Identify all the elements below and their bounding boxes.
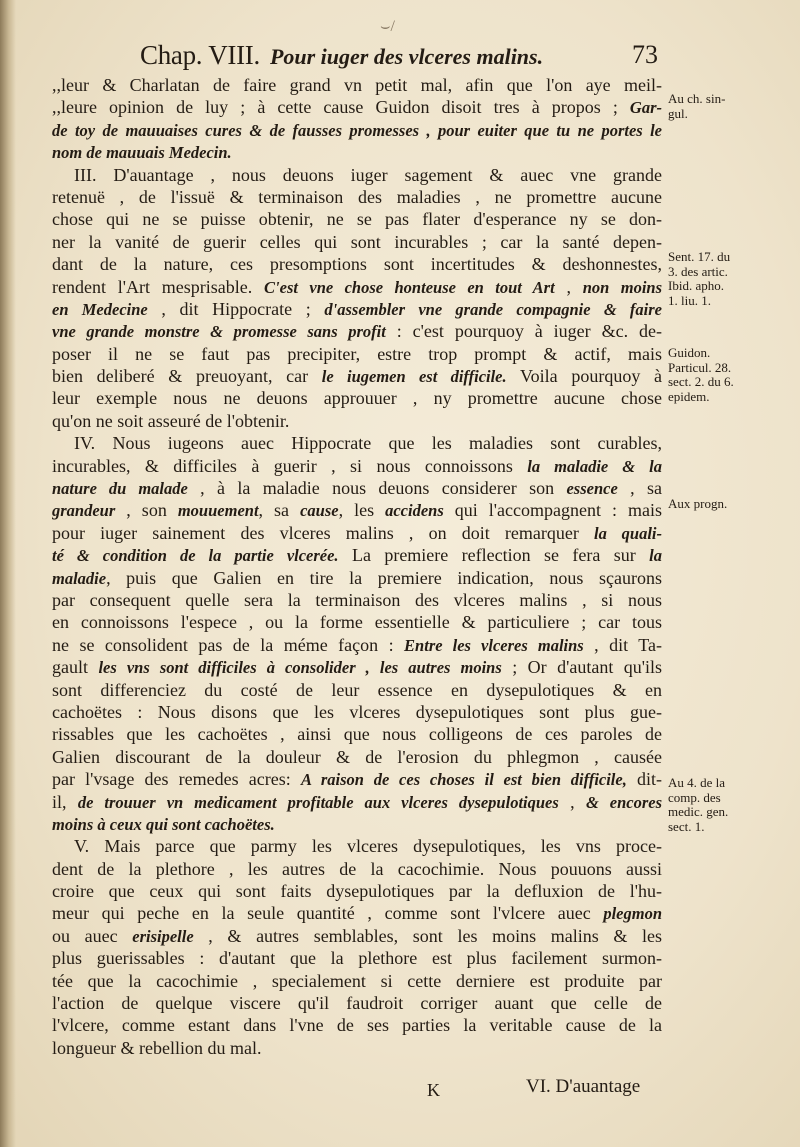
italic-text: C'est vne chose honteuse en tout Art (264, 277, 555, 297)
text-segment: , à la maladie nous deuons considerer son (187, 478, 567, 499)
text-line (52, 858, 662, 880)
text-segment: poser il ne se faut pas precipiter, estre trop prompt & actif, mais (52, 343, 662, 364)
text-segment: III. D'auantage , nous deuons iuger sagement & auec vne grande (74, 164, 662, 185)
text-segment: l'action de quelque viscere qu'il faudroit corriger auant que celle de (52, 993, 662, 1014)
text-segment: ner la vanité de guerir celles qui sont incurables ; car la santé depen- (52, 231, 662, 252)
italic-text: accidens (385, 501, 444, 521)
margin-note-line: Aux progn. (668, 496, 728, 511)
text-segment: , dit Hippocrate ; (147, 298, 325, 319)
text-line (52, 634, 662, 656)
text-line (52, 567, 662, 589)
text-line (52, 410, 662, 432)
italic-text: la maladie & la (527, 456, 662, 476)
text-line (52, 365, 662, 387)
margin-note-line: gul. (668, 105, 688, 121)
text-line (52, 276, 662, 298)
text-line (52, 813, 662, 835)
text-segment: qui l'accompagnent : mais (443, 500, 662, 521)
margin-note (668, 92, 768, 121)
text-line (52, 880, 662, 902)
text-segment: , puis que Galien en tire la premiere indication, nous sçaurons (106, 567, 662, 588)
italic-text: & encores (585, 792, 662, 812)
text-line (52, 320, 662, 342)
text-line (52, 186, 662, 208)
catchword: VI. D'auantage (526, 1076, 641, 1097)
text-segment: , dit Ta- (583, 634, 662, 655)
text-segment: rissables que les cachoëtes , ainsi que nous colligeons de ces paroles de (52, 724, 662, 745)
margin-note-line: 3. des artic. (668, 263, 728, 279)
text-segment: longueur & rebellion du mal. (52, 1037, 262, 1058)
text-segment: rendent l'Art mesprisable. (52, 276, 265, 297)
text-segment: sont differenciez du costé de leur essence en dysepulotiques & en (52, 679, 662, 700)
text-line (52, 544, 662, 566)
text-segment: cachoëtes : Nous disons que les vlceres dysepulotiques sont plus gue- (52, 701, 662, 722)
text-segment: en connoissons l'espece , ou la forme essentielle & particuliere ; car tous (52, 612, 662, 633)
text-line (52, 992, 662, 1014)
text-segment: leur exemple nous ne deuons approuuer , ny promettre aucune chose (52, 388, 662, 409)
text-segment: , & autres semblables, sont les moins malins & les (193, 925, 662, 946)
text-segment: par consequent quelle sera la terminaison des vlceres malins , si nous (52, 589, 662, 610)
text-line (52, 768, 662, 790)
italic-text: en Medecine (52, 299, 148, 319)
text-segment: tée que la cacochimie , specialement si cette derniere est produite par (52, 970, 662, 991)
text-line (52, 723, 662, 745)
margin-note-line: medic. gen. (668, 804, 729, 819)
italic-text: vne grande monstre & promesse sans profit (52, 322, 386, 342)
text-segment: plus guerissables : d'autant que la plethore est plus facilement surmon- (52, 948, 662, 969)
italic-text: de toy de mauuaises cures & de fausses promesses , pour euiter que tu ne portes le (52, 120, 662, 140)
text-segment: : c'est pourquoy à iuger &c. de- (385, 321, 662, 342)
text-line (52, 701, 662, 723)
text-line (52, 298, 662, 320)
italic-text: la quali- (594, 523, 662, 543)
text-segment: , sa (258, 500, 301, 521)
text-line (52, 432, 662, 454)
text-line (52, 1014, 662, 1036)
margin-note-line: sect. 1. (668, 818, 705, 834)
margin-note (668, 776, 768, 834)
text-segment: dent de la plethore , les autres de la cacochimie. Nous pouuons aussi (52, 858, 662, 879)
italic-text: de trouuer vn medicament profitable aux vlceres dysepulotiques (77, 792, 559, 812)
text-segment: retenuë , de l'issuë & terminaison des maladies , ne promettre aucune (52, 186, 662, 207)
text-line (52, 74, 662, 96)
italic-text: Gar- (629, 98, 662, 118)
text-line (52, 499, 662, 521)
margin-note-line: Ibid. apho. (668, 278, 724, 293)
margin-note-line: Au 4. de la (668, 775, 726, 790)
text-line (52, 970, 662, 992)
text-line (52, 791, 662, 813)
text-segment: l'vlcere, comme estant dans l'vne de ses parties la veritable cause de la (52, 1015, 662, 1036)
margin-note-line: Guidon. (668, 345, 711, 360)
text-line (52, 343, 662, 365)
italic-text: plegmon (603, 904, 662, 924)
text-line (52, 253, 662, 275)
text-segment: bien deliberé & preuoyant, car (52, 366, 322, 387)
margin-note (668, 250, 768, 308)
text-segment: IV. Nous iugeons auec Hippocrate que les maladies sont curables, (74, 433, 662, 454)
text-line (52, 164, 662, 186)
text-line (52, 679, 662, 701)
margin-note-line: Particul. 28. (668, 359, 732, 375)
text-segment: il, (52, 791, 78, 812)
text-segment: Voila pourquoy à (506, 366, 662, 387)
text-line (52, 119, 662, 141)
text-segment: dit- (626, 769, 662, 790)
text-segment: ou auec (52, 925, 133, 946)
text-line (52, 925, 662, 947)
text-segment: , son (115, 500, 178, 521)
italic-text: Entre les vlceres malins (404, 635, 584, 655)
text-line (52, 141, 662, 163)
italic-text: la (649, 546, 662, 566)
text-segment: meur qui peche en la seule quantité , comme sont l'vlcere auec (52, 903, 604, 924)
text-segment: pour iuger sainement des vlceres malins , on doit remarquer (52, 522, 595, 543)
text-segment: V. Mais parce que parmy les vlceres dysepulotiques, les vns proce- (74, 836, 662, 857)
italic-text: erisipelle (132, 926, 194, 946)
text-segment: Galien discourant de la douleur & de l'erosion du phlegmon , causée (52, 746, 662, 767)
text-line (52, 835, 662, 857)
margin-note-line: epidem. (668, 388, 710, 404)
binding-gutter (0, 0, 16, 1147)
text-segment: , sa (617, 478, 662, 499)
italic-text: mouuement (177, 501, 259, 521)
signature-mark: K (427, 1080, 440, 1100)
text-segment: , (558, 791, 586, 812)
italic-text: essence (566, 479, 618, 499)
text-line (52, 611, 662, 633)
text-segment: ,,leure opinion de luy ; à cette cause Guidon disoit tres à propos ; (52, 97, 630, 118)
text-line (52, 208, 662, 230)
text-line (52, 96, 662, 118)
text-line (52, 746, 662, 768)
text-segment: ; Or d'autant qu'ils (501, 657, 662, 678)
italic-text: non moins (582, 277, 662, 297)
running-title: Pour iuger des vlceres malins. (269, 44, 544, 69)
text-segment: croire que ceux qui sont faits dysepulotiques par la defluxion de l'hu- (52, 881, 662, 902)
text-line (52, 387, 662, 409)
text-segment: La premiere reflection se fera sur (338, 545, 650, 566)
text-segment: , (554, 276, 583, 297)
margin-note-line: Sent. 17. du (668, 249, 731, 264)
text-line (52, 455, 662, 477)
text-segment: incurables, & difficiles à guerir , si nous connoissons (52, 455, 528, 476)
text-segment: qu'on ne soit asseuré de l'obtenir. (52, 410, 290, 431)
text-line (52, 522, 662, 544)
italic-text: le iugemen est difficile. (321, 367, 507, 387)
text-segment: par l'vsage des remedes acres: (52, 769, 301, 790)
margin-note (668, 497, 768, 512)
text-line (52, 589, 662, 611)
page-number: 73 (632, 40, 658, 69)
margin-note (668, 346, 768, 404)
text-line (52, 231, 662, 253)
margin-note-line: 1. liu. 1. (668, 292, 711, 308)
text-segment: ne se consolident pas de la méme façon : (52, 634, 405, 655)
italic-text: maladie (52, 568, 107, 588)
margin-note-line: Au ch. sin- (668, 91, 726, 106)
text-segment: dant de la nature, ces presomptions sont incertitudes & deshonnestes, (52, 254, 662, 275)
text-line (52, 1037, 662, 1059)
text-line (52, 656, 662, 678)
text-line (52, 902, 662, 924)
chapter-label: Chap. VIII. (140, 40, 260, 70)
italic-text: nom de mauuais Medecin. (52, 143, 232, 163)
text-segment: ,,leur & Charlatan de faire grand vn petit mal, afin que l'on aye meil- (52, 75, 662, 95)
italic-text: té & condition de la partie vlcerée. (52, 546, 339, 566)
italic-text: d'assembler vne grande compagnie & faire (324, 299, 662, 319)
header-flourish: ⌣/ (380, 18, 395, 35)
italic-text: moins à ceux qui sont cachoëtes. (52, 814, 275, 834)
italic-text: cause (300, 501, 339, 521)
italic-text: grandeur (52, 501, 116, 521)
italic-text: les vns sont difficiles à consolider , les autres moins (98, 658, 502, 678)
body-text (52, 74, 662, 1059)
margin-note-line: sect. 2. du 6. (668, 374, 734, 389)
text-segment: , les (338, 500, 386, 521)
text-segment: gault (52, 657, 99, 678)
margin-note-line: comp. des (668, 789, 721, 805)
text-segment: chose qui ne se puisse obtenir, ne se pas flater d'esperance ny se don- (52, 209, 662, 230)
text-line (52, 947, 662, 969)
italic-text: nature du malade (52, 479, 188, 499)
text-line (52, 477, 662, 499)
italic-text: A raison de ces choses il est bien difficile, (300, 770, 627, 790)
